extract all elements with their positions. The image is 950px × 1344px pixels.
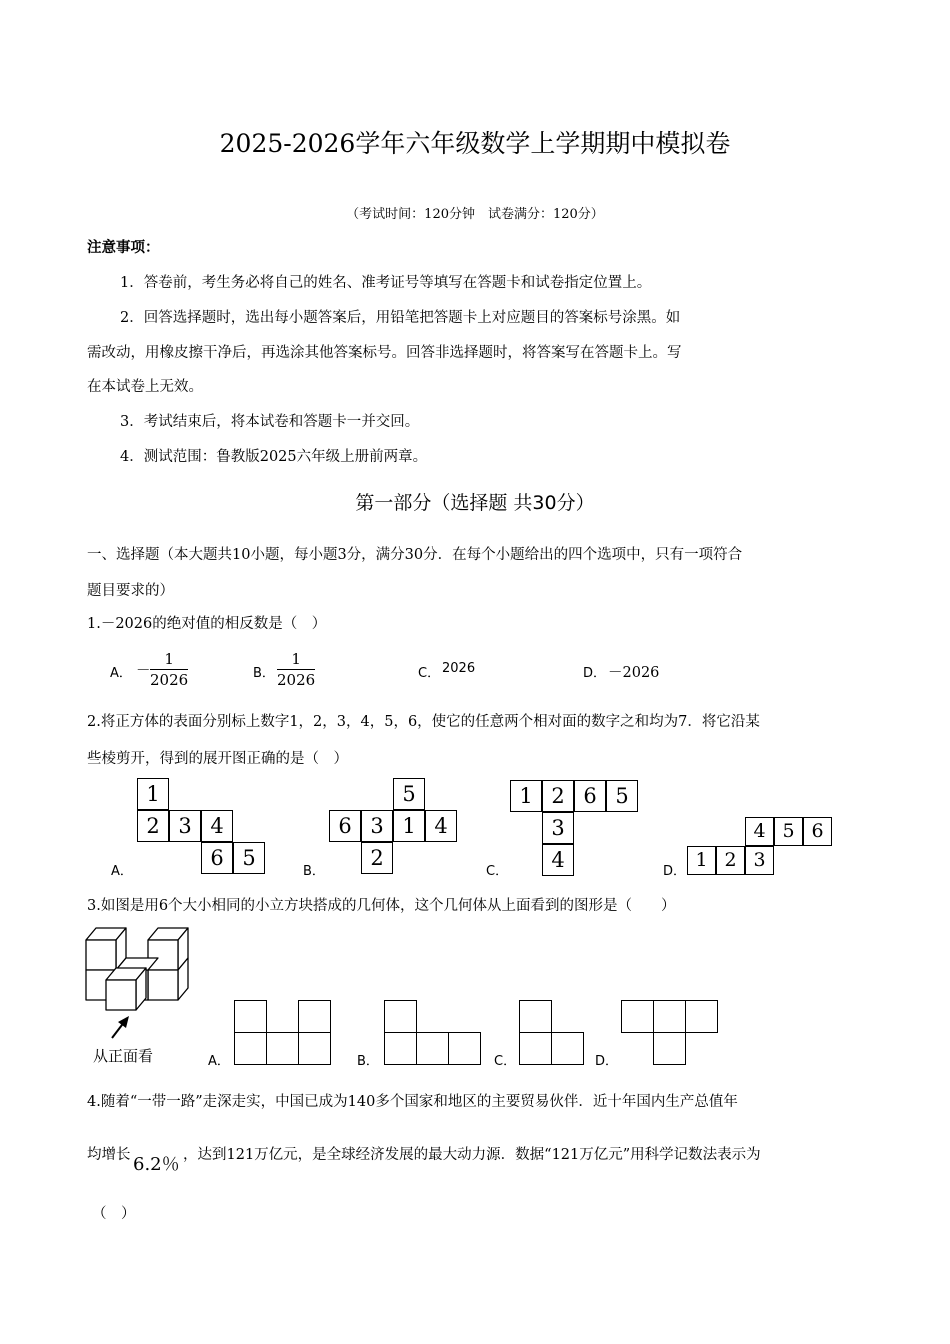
cube-stack-figure — [82, 920, 194, 1040]
part-intro-line-2: 题目要求的） — [87, 583, 174, 599]
net-face: 1 — [687, 846, 716, 875]
shape-cell — [298, 1000, 331, 1033]
net-face: 2 — [716, 846, 745, 875]
net-face: 6 — [574, 780, 606, 812]
notice-item-2-line-2: 需改动，用橡皮擦干净后，再选涂其他答案标号。回答非选择题时，将答案写在答题卡上。写 — [87, 345, 682, 361]
fraction-numerator: 1 — [150, 649, 188, 670]
net-face: 5 — [774, 817, 803, 846]
net-face: 3 — [745, 846, 774, 875]
q4-line-2-start: 均增长 — [87, 1147, 131, 1163]
q1-option-b-fraction — [277, 649, 315, 690]
shape-cell — [234, 1000, 267, 1033]
net-face: 3 — [542, 812, 574, 844]
shape-cell — [416, 1032, 449, 1065]
shape-cell — [653, 1000, 686, 1033]
shape-cell — [685, 1000, 718, 1033]
q1-option-a-sign: － — [136, 663, 151, 679]
q1-option-b-label: B． — [253, 666, 275, 681]
q4-answer-paren: （ ） — [92, 1206, 136, 1222]
section-heading: 第一部分（选择题 共30分） — [355, 492, 595, 514]
q3-stem: 3.如图是用6个大小相同的小立方块搭成的几何体，这个几何体从上面看到的图形是（ ） — [87, 898, 676, 914]
net-face: 5 — [393, 778, 425, 810]
fraction-denominator: 2026 — [150, 671, 189, 689]
q4-line-1: 4.随着“一带一路”走深走实，中国已成为140多个国家和地区的主要贸易伙伴．近十年国内生产总值年 — [87, 1094, 738, 1110]
net-face: 4 — [542, 844, 574, 876]
net-face: 6 — [803, 817, 832, 846]
net-face: 6 — [329, 810, 361, 842]
fraction-denominator: 2026 — [277, 671, 316, 689]
notice-heading: 注意事项： — [87, 240, 160, 256]
shape-cell — [551, 1032, 584, 1065]
q1-option-d-label: D． — [583, 666, 607, 681]
shape-cell — [384, 1000, 417, 1033]
net-face: 2 — [361, 842, 393, 874]
q2-option-a-label: A． — [111, 864, 133, 879]
net-face: 3 — [169, 810, 201, 842]
q2-option-c-label: C． — [486, 864, 509, 879]
q1-stem: 1.－2026的绝对值的相反数是（ ） — [87, 616, 327, 632]
q2-line-2: 些棱剪开，得到的展开图正确的是（ ） — [87, 751, 348, 767]
net-face: 1 — [137, 778, 169, 810]
front-view-label: 从正面看 — [93, 1047, 154, 1065]
shape-cell — [298, 1032, 331, 1065]
q1-option-d-value: －2026 — [608, 665, 660, 681]
exam-info: （考试时间：120分钟 试卷满分：120分） — [346, 207, 604, 222]
q3-option-d-label: D． — [595, 1054, 619, 1069]
part-intro-line-1: 一、选择题（本大题共10小题，每小题3分，满分30分．在每个小题给出的四个选项中，只有一项符合 — [87, 547, 743, 563]
notice-item-2-line-1: 2．回答选择题时，选出每小题答案后，用铅笔把答题卡上对应题目的答案标号涂黑。如 — [120, 310, 681, 326]
shape-cell — [519, 1000, 552, 1033]
notice-item-2-line-3: 在本试卷上无效。 — [87, 379, 203, 395]
net-face: 6 — [201, 842, 233, 874]
net-face: 4 — [425, 810, 457, 842]
fraction-numerator: 1 — [277, 649, 315, 670]
notice-item-4: 4．测试范围：鲁教版2025六年级上册前两章。 — [120, 449, 428, 465]
q3-option-b-label: B． — [357, 1054, 379, 1069]
page-title: 2025-2026学年六年级数学上学期期中模拟卷 — [219, 129, 731, 158]
q2-option-b-label: B． — [303, 864, 325, 879]
net-face: 2 — [137, 810, 169, 842]
q1-option-c-label: C． — [418, 666, 441, 681]
q1-option-a-label: A． — [110, 666, 132, 681]
q4-line-2-rest: ，达到121万亿元，是全球经济发展的最大动力源．数据“121万亿元”用科学记数法表示为 — [183, 1147, 761, 1163]
q3-option-a-label: A． — [208, 1054, 230, 1069]
q2-option-d-label: D． — [663, 864, 687, 879]
shape-cell — [621, 1000, 654, 1033]
net-face: 5 — [606, 780, 638, 812]
notice-item-1: 1．答卷前，考生务必将自己的姓名、准考证号等填写在答题卡和试卷指定位置上。 — [120, 275, 652, 291]
net-face: 5 — [233, 842, 265, 874]
net-face: 1 — [393, 810, 425, 842]
shape-cell — [653, 1032, 686, 1065]
q2-line-1: 2.将正方体的表面分别标上数字1，2，3，4，5，6，使它的任意两个相对面的数字之和均为7．将它沿某 — [87, 714, 760, 730]
notice-item-3: 3．考试结束后，将本试卷和答题卡一并交回。 — [120, 414, 420, 430]
net-face: 2 — [542, 780, 574, 812]
shape-cell — [384, 1032, 417, 1065]
shape-cell — [519, 1032, 552, 1065]
shape-cell — [266, 1032, 299, 1065]
q3-option-c-label: C． — [494, 1054, 517, 1069]
net-face: 1 — [510, 780, 542, 812]
shape-cell — [234, 1032, 267, 1065]
net-face: 4 — [745, 817, 774, 846]
net-face: 4 — [201, 810, 233, 842]
shape-cell — [448, 1032, 481, 1065]
net-face: 3 — [361, 810, 393, 842]
q4-growth-rate: 6.2％ — [133, 1154, 180, 1175]
q1-option-c-value: 2026 — [442, 661, 476, 676]
q1-option-a-fraction — [150, 649, 188, 690]
